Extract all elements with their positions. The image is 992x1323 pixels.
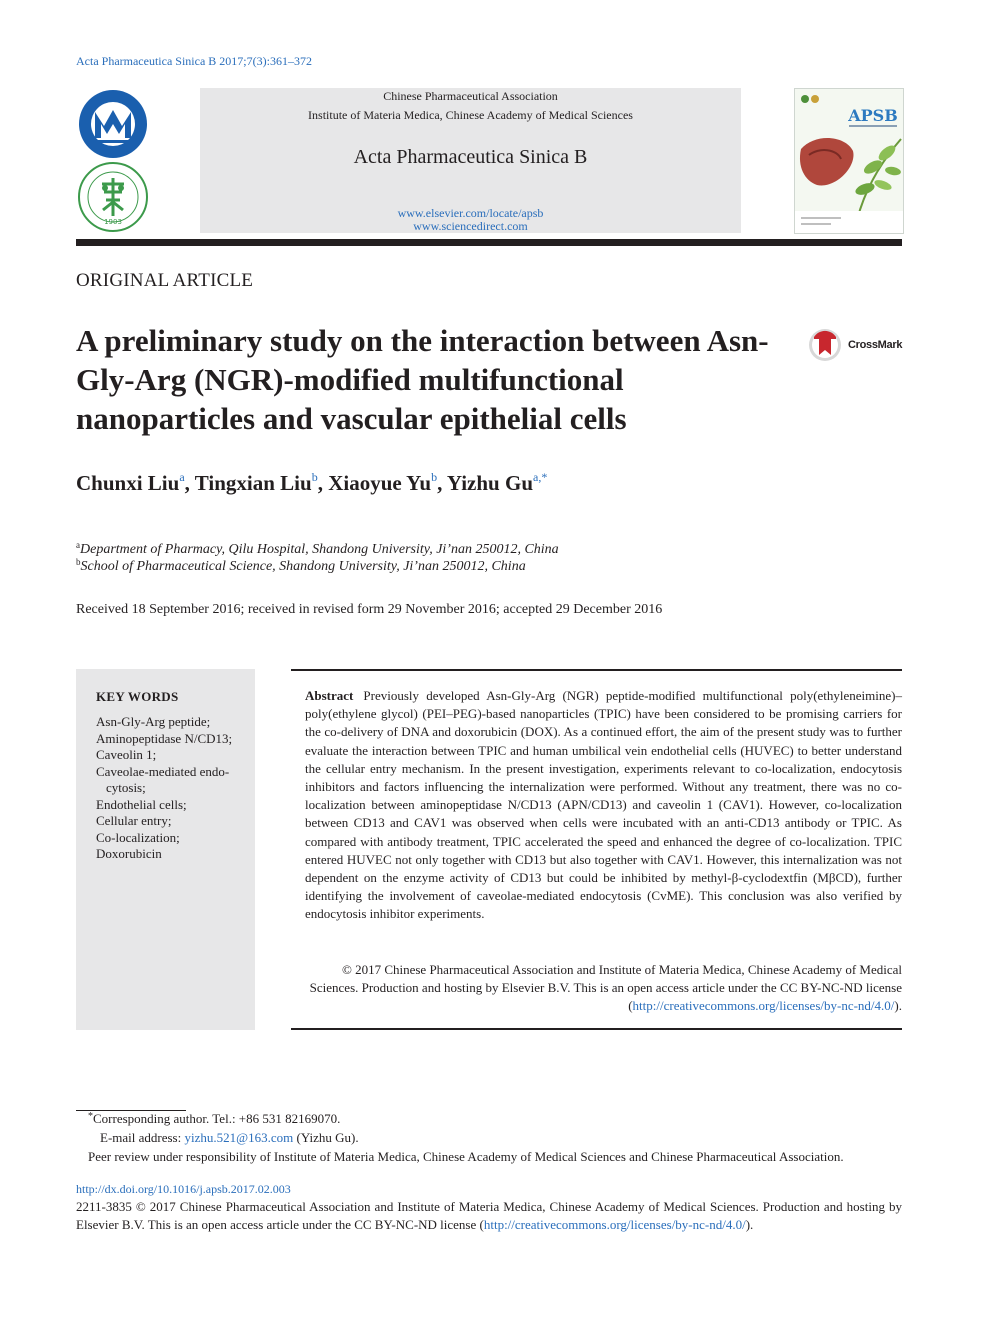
keyword-item: Caveolae-mediated endo-cytosis; [96, 763, 230, 795]
association-name: Chinese Pharmaceutical Association [383, 89, 558, 103]
corresponding-mark: * [88, 1111, 93, 1122]
email-label: E-mail address: [100, 1130, 185, 1145]
author-name: Tingxian Liu [194, 471, 312, 495]
author-separator: , [317, 471, 329, 495]
keywords-box [76, 669, 255, 1030]
institute-name: Institute of Materia Medica, Chinese Academy of Medical Sciences [308, 108, 633, 122]
author-affiliation-mark[interactable]: b [431, 470, 438, 484]
author-separator: , [437, 471, 447, 495]
cpa-logo-icon [76, 88, 150, 234]
license-statement [76, 1198, 902, 1233]
keyword-item: Co-localization; [96, 829, 180, 845]
keyword-item: Cellular entry; [96, 813, 172, 828]
journal-citation[interactable]: Acta Pharmaceutica Sinica B 2017;7(3):361–372 [76, 54, 312, 68]
abstract-label: Abstract [305, 688, 354, 703]
author-separator: , [184, 471, 195, 495]
keyword-item: Doxorubicin [96, 846, 162, 861]
license-text: 2211-3835 © 2017 Chinese Pharmaceutical Association and Institute of Materia Medica, Chinese Academy of Medical Sciences. Production and hosting by Elsevier B.V. This is an open access article under the CC BY-NC-ND license ( [76, 1199, 902, 1232]
keyword-item: Endothelial cells; [96, 796, 187, 812]
crossmark-label: CrossMark [848, 339, 903, 351]
license-url-link[interactable]: http://creativecommons.org/licenses/by-nc-nd/4.0/ [483, 1216, 746, 1232]
author-name: Xiaoyue Yu [328, 471, 432, 495]
author-affiliation-mark[interactable]: a [179, 470, 185, 484]
abstract-copyright [305, 961, 902, 1016]
affiliation-label: a [76, 540, 80, 550]
logo-year: 1903 [104, 218, 122, 226]
email-link[interactable]: yizhu.521@163.com [184, 1130, 294, 1145]
email-suffix: (Yizhu Gu). [293, 1130, 359, 1145]
affiliation-a [76, 540, 559, 558]
crossmark-button[interactable] [808, 327, 908, 363]
keyword-item: Aminopeptidase N/CD13; [96, 730, 233, 746]
keyword-item: Asn-Gly-Arg peptide; [96, 714, 211, 729]
author-name: Chunxi Liu [76, 471, 180, 495]
doi-link[interactable]: http://dx.doi.org/10.1016/j.apsb.2017.02.003 [76, 1182, 291, 1196]
author-name: Yizhu Gu [446, 471, 533, 495]
journal-banner [200, 88, 741, 233]
elsevier-url-link[interactable]: www.elsevier.com/locate/apsb [397, 206, 544, 220]
abstract-top-rule [291, 669, 902, 671]
affiliation-text: School of Pharmaceutical Science, Shandong University, Ji’nan 250012, China [80, 559, 526, 574]
abstract-text: Previously developed Asn-Gly-Arg (NGR) peptide-modified multifunctional poly(ethyleneimine)–poly(ethylene glycol) (PEI–PEG)-based nanoparticles (TPIC) have been considered to be promising carriers for the co-delivery of DNA and doxorubicin (DOX). As a continued effort, the aim of the present study was to further evaluate the interaction between TPIC and human umbilical vein endothelial cells (HUVEC) to better understand the cellular entry mechanism. In the present investigation, experiments relevant to co-localization, endocytosis inhibitors and factors influencing the internalization were performed. Without any treatment, there was no co-localization between aminopeptidase N/CD13 (APN/CD13) and caveolin 1 (CAV1). However, co-localization between CD13 and CAV1 was observed when cells were incubated with an anti-CD13 antibody or TPIC. As compared with antibody treatment, TPIC accelerated the speed and enhanced the degree of co-localization. TPIC entered HUVEC not only together with CD13 but also together with CAV1. However, this internalization was not dependent on the enzyme activity of CD13 but could be inhibited by methyl-β-cyclodextfin (MβCD), further identifying the involvement of caveolae-mediated endocytosis (CvME). This conclusion was also verified by endocytosis inhibitor experiments. [305, 688, 902, 922]
journal-title: Acta Pharmaceutica Sinica B [353, 146, 588, 168]
email-note [100, 1130, 359, 1146]
received-dates: Received 18 September 2016; received in revised form 29 November 2016; accepted 29 December 2016 [76, 602, 663, 617]
author-affiliation-mark[interactable]: a,* [533, 470, 548, 484]
article-type: ORIGINAL ARTICLE [76, 270, 254, 291]
copyright-text: © 2017 Chinese Pharmaceutical Association and Institute of Materia Medica, Chinese Academy of Medical Sciences. Production and hosting by Elsevier B.V. This is an open access article under the CC BY-NC-ND license ( [309, 962, 902, 1014]
author-affiliation-mark[interactable]: b [311, 470, 318, 484]
keyword-item: Caveolin 1; [96, 747, 157, 762]
crossmark-icon [808, 327, 844, 363]
society-logos [76, 88, 150, 234]
cover-label: APSB [848, 106, 898, 125]
peer-review-note: Peer review under responsibility of Institute of Materia Medica, Chinese Academy of Medical Sciences and Chinese Pharmaceutical Association. [88, 1149, 844, 1164]
copyright-end: ). [894, 998, 902, 1014]
article-title: A preliminary study on the interaction between Asn-Gly-Arg (NGR)-modified multifunctional nanoparticles and vascular epithelial cells [76, 323, 769, 436]
affiliation-text: Department of Pharmacy, Qilu Hospital, Shandong University, Ji’nan 250012, China [80, 542, 559, 557]
corresponding-text: Corresponding author. Tel.: +86 531 82169070. [93, 1111, 341, 1126]
journal-cover-image [794, 88, 904, 234]
masthead-rule [76, 239, 902, 246]
author-list [76, 470, 547, 496]
license-link[interactable]: http://creativecommons.org/licenses/by-nc-nd/4.0/ [632, 998, 895, 1014]
affiliation-label: b [76, 557, 81, 567]
affiliation-b [76, 557, 526, 575]
abstract-paragraph [305, 687, 902, 924]
cover-art-icon [795, 89, 903, 233]
keywords-list [96, 714, 246, 863]
sciencedirect-url-link[interactable]: www.sciencedirect.com [413, 219, 528, 233]
corresponding-author-note [88, 1111, 340, 1127]
keywords-heading: KEY WORDS [96, 689, 179, 704]
license-end: ). [745, 1216, 754, 1232]
abstract-bottom-rule [291, 1028, 902, 1030]
